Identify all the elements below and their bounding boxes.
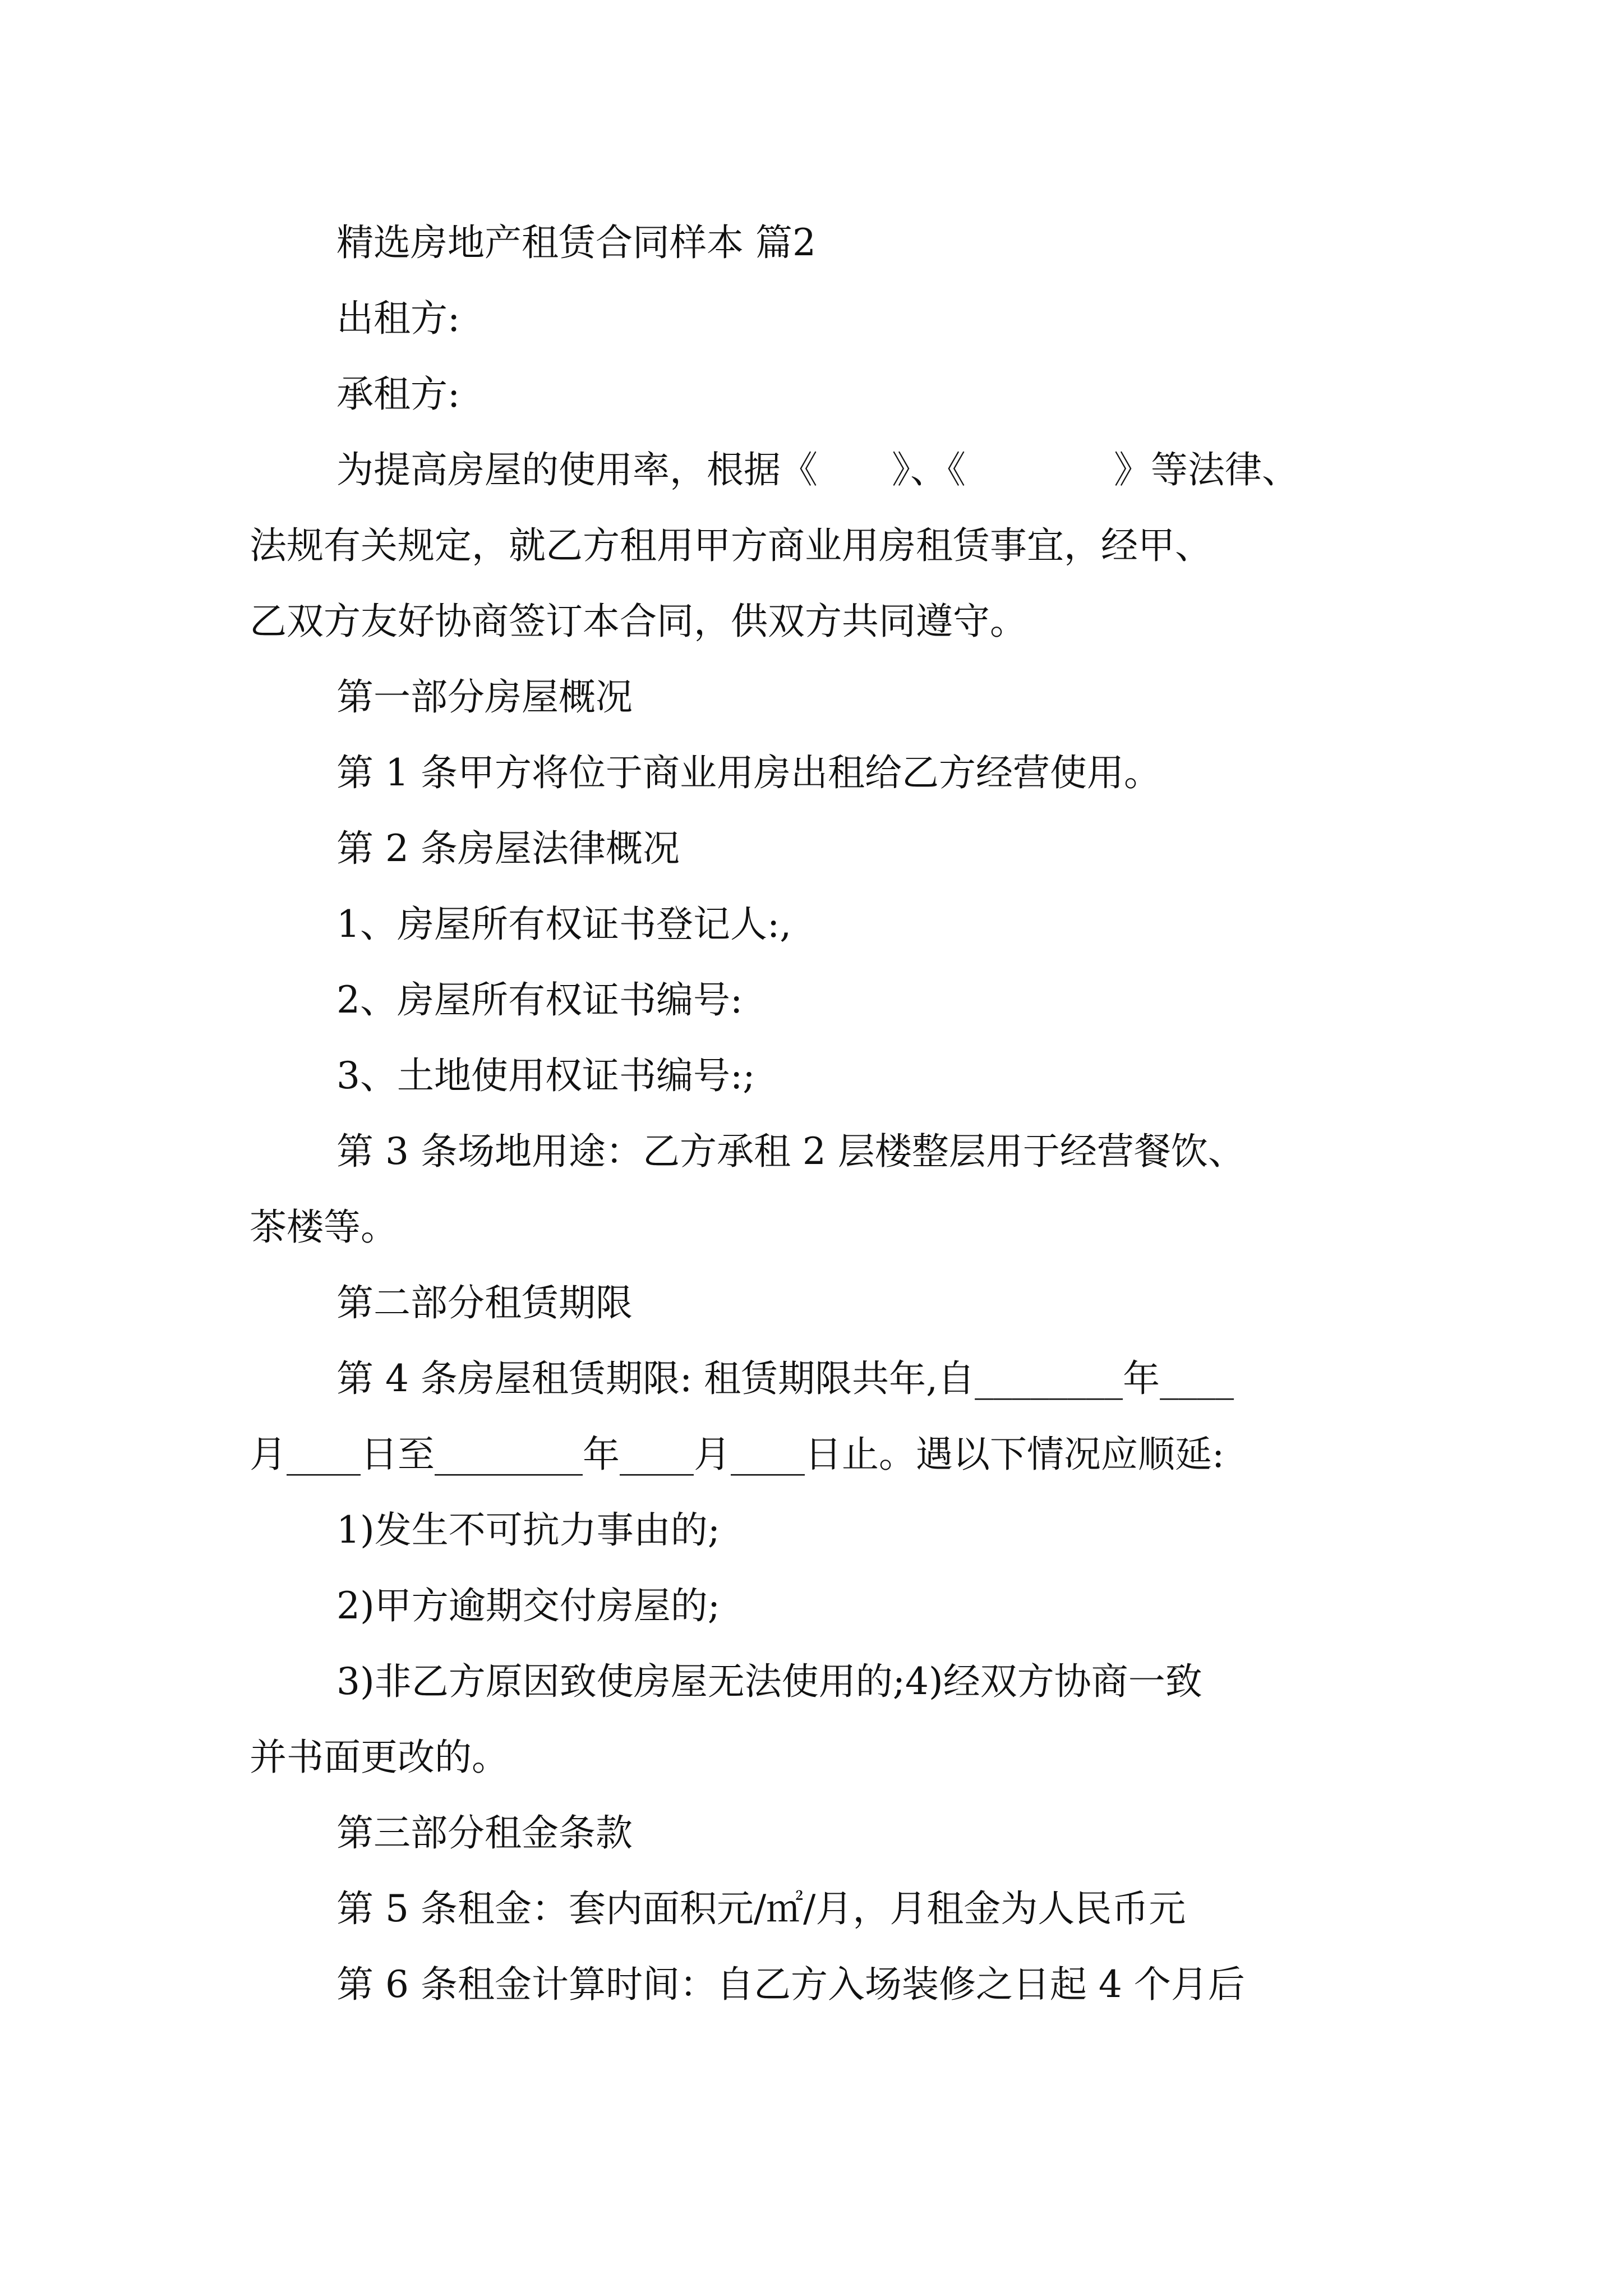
- preamble-line-2: 法规有关规定，就乙方租用甲方商业用房租赁事宜，经甲、: [250, 524, 1212, 567]
- section-heading-3: 第三部分租金条款: [336, 1811, 633, 1855]
- article-4-line-1: 第 4 条房屋租赁期限: 租赁期限共年,自________年____: [336, 1357, 1234, 1400]
- section-heading-1: 第一部分房屋概况: [336, 675, 633, 719]
- lessee-line: 承租方:: [336, 372, 460, 416]
- list-item-1: 1、房屋所有权证书登记人:,: [336, 903, 792, 946]
- article-4-line-2: 月____日至________年____月____日止。遇以下情况应顺延:: [250, 1433, 1225, 1476]
- list-item-3: 3、土地使用权证书编号:;: [336, 1054, 755, 1097]
- section-heading-2: 第二部分租赁期限: [336, 1281, 633, 1324]
- condition-3-line-1: 3)非乙方原因致使房屋无法使用的;4)经双方协商一致: [336, 1660, 1202, 1703]
- article-3-line-1: 第 3 条场地用途：乙方承租 2 层楼整层用于经营餐饮、: [336, 1130, 1245, 1173]
- condition-2: 2)甲方逾期交付房屋的;: [336, 1584, 720, 1627]
- lessor-line: 出租方:: [336, 297, 460, 340]
- document-title: 精选房地产租赁合同样本 篇2: [336, 221, 816, 264]
- article-1: 第 1 条甲方将位于商业用房出租给乙方经营使用。: [336, 751, 1161, 794]
- article-6: 第 6 条租金计算时间：自乙方入场装修之日起 4 个月后: [336, 1963, 1245, 2006]
- list-item-2: 2、房屋所有权证书编号:: [336, 978, 743, 1022]
- condition-1: 1)发生不可抗力事由的;: [336, 1508, 720, 1552]
- preamble-line-1: 为提高房屋的使用率，根据《 》、《 》等法律、: [336, 448, 1299, 491]
- condition-3-line-2: 并书面更改的。: [250, 1736, 509, 1779]
- article-5: 第 5 条租金：套内面积元/㎡/月，月租金为人民币元: [336, 1887, 1186, 1930]
- article-3-line-2: 茶楼等。: [250, 1205, 398, 1249]
- article-2: 第 2 条房屋法律概况: [336, 827, 680, 870]
- preamble-line-3: 乙双方友好协商签订本合同，供双方共同遵守。: [250, 600, 1027, 643]
